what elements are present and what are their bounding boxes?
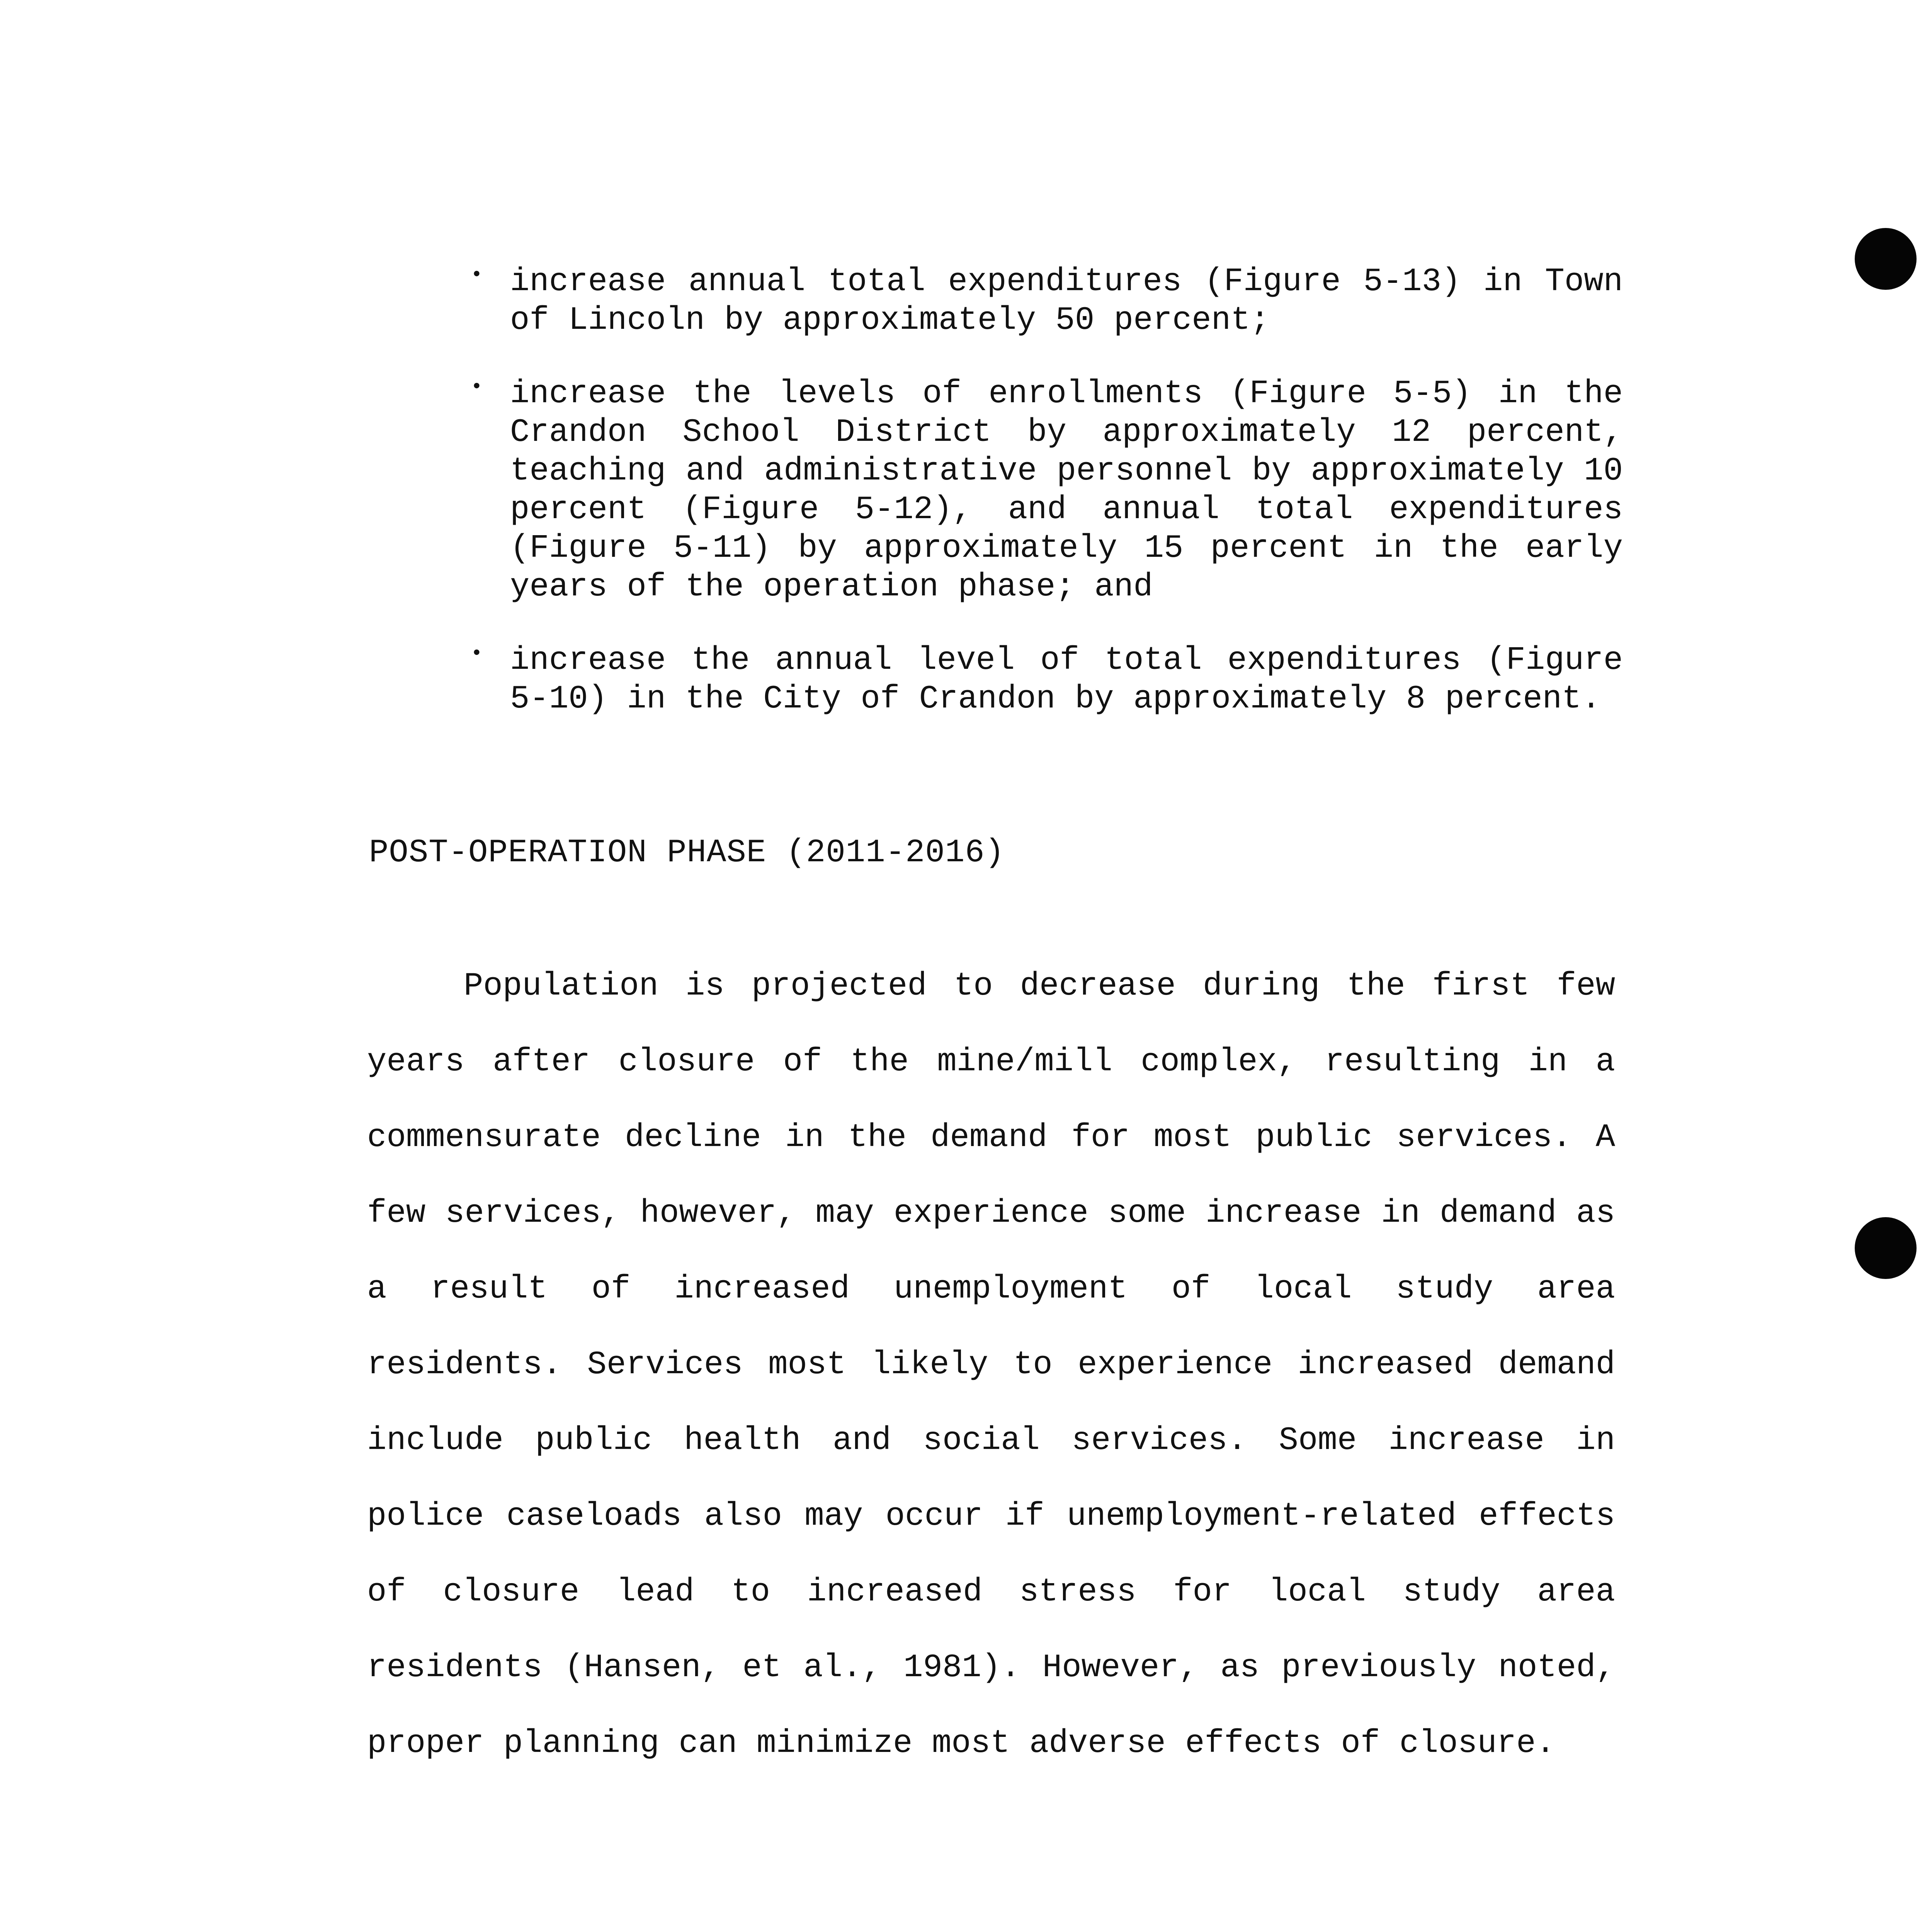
punch-hole-top: [1855, 228, 1917, 290]
bullet-item-crandon-school: • increase the levels of enrollments (Figure 5-5) in the Crandon School District by approximately 12 percent, teaching and administrative personnel by approximately 10 percent (Figure 5-12), and annual total expenditures (Figure 5-11) by approximately 15 percent in the early years of the operation phase; and: [464, 375, 1623, 607]
bullet-item-crandon-city: • increase the annual level of total expenditures (Figure 5-10) in the City of Crandon by approximately 8 percent.: [464, 641, 1623, 719]
punch-hole-middle: [1855, 1217, 1917, 1279]
bullet-list: [464, 263, 1623, 753]
section-heading: POST-OPERATION PHASE (2011-2016): [369, 835, 1005, 871]
bullet-item-lincoln: • increase annual total expenditures (Figure 5-13) in Town of Lincoln by approximately 50 percent;: [464, 263, 1623, 340]
body-paragraph: Population is projected to decrease during the first few years after closure of the mine/mill complex, resulting in a commensurate decline in the demand for most public services. A few services, however, may experience some increase in demand as a result of increased unemployment of local study area residents. Services most likely to experience increased demand include public health and social services. Some increase in police caseloads also may occur if unemployment-related effects of closure lead to increased stress for local study area residents (Hansen, et al., 1981). However, as previously noted, proper planning can minimize most adverse effects of closure.: [367, 968, 1615, 1762]
